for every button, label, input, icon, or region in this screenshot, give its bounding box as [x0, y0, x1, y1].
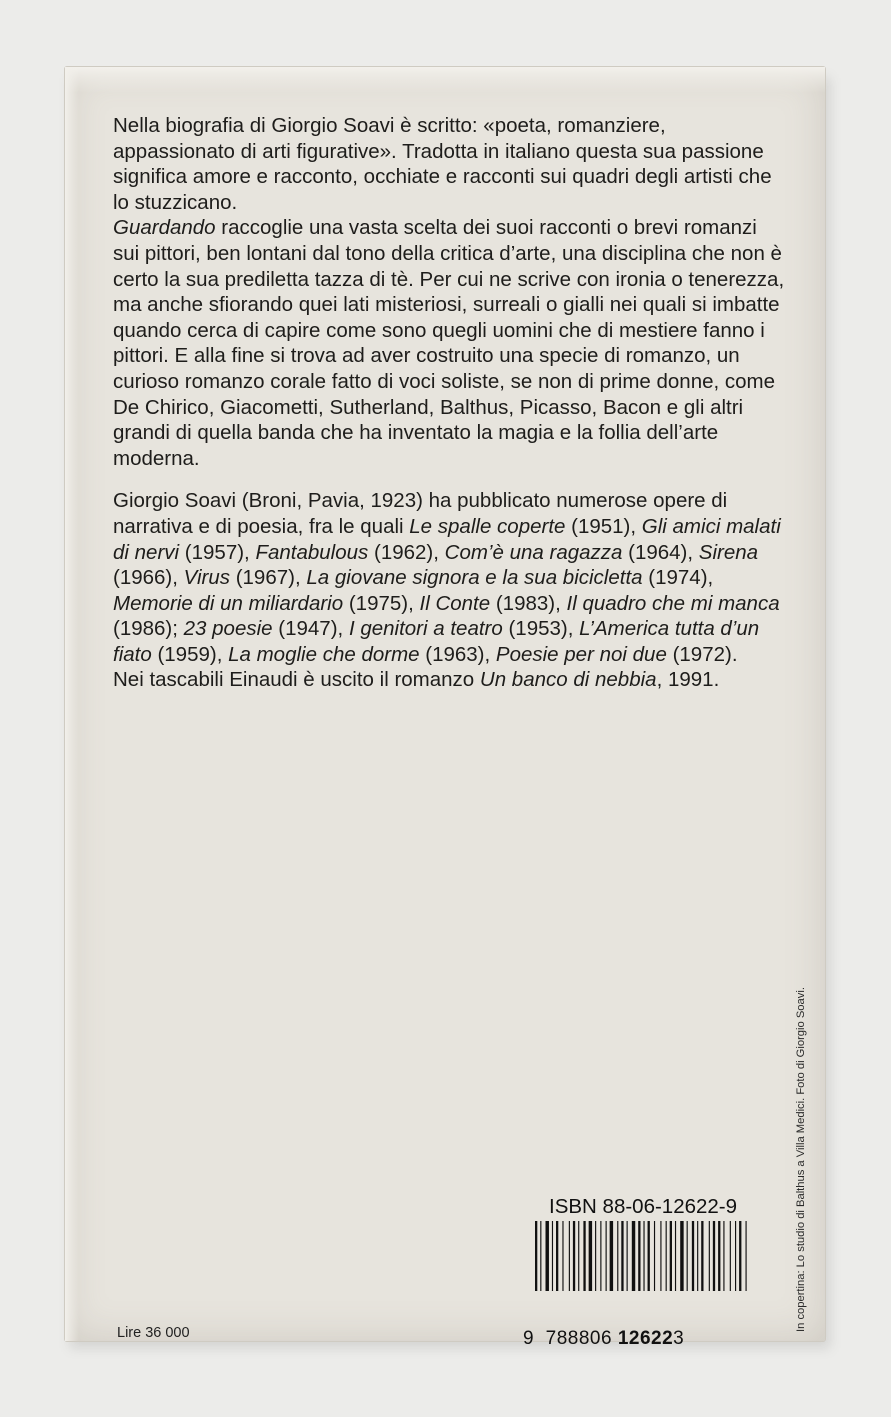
barcode-digit-group: 788806: [545, 1328, 613, 1349]
barcode-bar: [718, 1221, 720, 1291]
work-year: (1947),: [272, 617, 349, 641]
barcode-bar: [606, 1221, 607, 1291]
barcode-bar: [595, 1221, 596, 1291]
barcode-bar: [687, 1221, 688, 1291]
work-title: Le spalle coperte: [409, 514, 566, 538]
barcode-bar: [680, 1221, 683, 1291]
work-title: La moglie che dorme: [228, 642, 420, 666]
work-title: Memorie di un miliardario: [113, 591, 344, 615]
work-year: (1974),: [642, 566, 714, 590]
blurb-p1-sentence-2: raccoglie una vasta scelta dei suoi racconti o brevi romanzi sui pittori, ben lontani dal tono della critica d’arte, una disciplina che non è certo la sua prediletta tazza di tè. Per cui ne scrive con ironia o tenerezza, ma anche sfiorando quei lati misteriosi, surreali o gialli nei quali si imbatte quando cerca di capire come sono quegli uomini che di mestiere fanno i pittori. E alla fine si trova ad aver costruito una specie di romanzo, un curioso romanzo corale fatto di voci soliste, se non di prime donne, come De Chirico, Giacometti, Sutherland, Balthus, Picasso, Bacon e gli altri grandi di quella banda che ha inventato la magia e la follia dell’arte moderna.: [113, 216, 785, 470]
barcode-bar: [660, 1221, 661, 1291]
barcode-bar: [735, 1221, 736, 1291]
work-title: Un banco di nebbia: [479, 668, 657, 692]
barcode-check-digit: 3: [673, 1328, 685, 1349]
work-year: (1951),: [565, 514, 642, 538]
work-title: Il quadro che mi manca: [566, 591, 780, 615]
barcode-bar: [697, 1221, 698, 1291]
barcode-bar: [617, 1221, 618, 1291]
einaudi-note: Nei tascabili Einaudi è uscito il romanzo: [113, 668, 480, 692]
work-title: La giovane signora e la sua bicicletta: [306, 566, 643, 590]
work-year: (1959),: [151, 642, 229, 666]
barcode-bar: [709, 1221, 710, 1291]
work-year: , 1991.: [656, 668, 720, 692]
barcode-bar: [654, 1221, 655, 1291]
barcode-bar: [573, 1221, 575, 1291]
barcode-bar: [723, 1221, 724, 1291]
work-title: Com’è una ragazza: [444, 540, 623, 564]
book-back-cover: [64, 66, 826, 1349]
work-title: Poesie per noi due: [495, 642, 667, 666]
work-year: (1975),: [343, 591, 420, 615]
cover-wear-left: [65, 67, 79, 1341]
barcode-bar: [535, 1221, 537, 1291]
work-year: (1953),: [502, 617, 580, 641]
work-year: (1986);: [113, 617, 184, 641]
work-title: I genitori a teatro: [348, 617, 503, 641]
work-title: 23 poesie: [183, 617, 273, 641]
barcode-bar: [589, 1221, 592, 1291]
work-year: (1964),: [622, 540, 699, 564]
work-title: Il Conte: [419, 591, 491, 615]
isbn-label: ISBN 88-06-12622-9: [549, 1195, 738, 1218]
work-year: (1983),: [490, 591, 567, 615]
barcode-bar: [546, 1221, 549, 1291]
bio-intro: Giorgio Soavi (Broni, Pavia, 1923) ha pubblicato numerose opere di narrativa e di poesia, fra le quali: [113, 489, 728, 538]
barcode-bar: [556, 1221, 558, 1291]
barcode-bar: [643, 1221, 644, 1291]
barcode-bar: [675, 1221, 676, 1291]
barcode-bar: [632, 1221, 635, 1291]
barcode-bar: [713, 1221, 715, 1291]
barcode-bar: [583, 1221, 585, 1291]
barcode-bar: [569, 1221, 570, 1291]
blurb-p1-sentence-1: Nella biografia di Giorgio Soavi è scritto: «poeta, romanziere, appassionato di arti figurative». Tradotta in italiano questa sua passione significa amore e racconto, occhiate e racconti sui quadri degli artisti che lo stuzzicano.: [113, 114, 772, 214]
barcode-bar: [638, 1221, 640, 1291]
barcode-bar: [692, 1221, 694, 1291]
blurb-text: [113, 113, 785, 693]
barcode-bar: [746, 1221, 747, 1291]
work-year: (1957),: [179, 540, 256, 564]
work-title: Sirena: [698, 540, 759, 564]
blurb-paragraph-3: [113, 667, 785, 693]
barcode-bar: [648, 1221, 650, 1291]
barcode-bar: [739, 1221, 741, 1291]
barcode-bar: [562, 1221, 563, 1291]
barcode-digit-group-bold: 12622: [617, 1328, 674, 1349]
work-title: Gli amici malati di nervi: [113, 514, 781, 564]
barcode: [535, 1221, 761, 1291]
work-year: (1966),: [113, 566, 184, 590]
barcode-bar: [621, 1221, 623, 1291]
barcode-digit-prefix: 9: [523, 1328, 535, 1349]
work-title: L’America tutta d’un fiato: [113, 617, 760, 666]
barcode-bar: [578, 1221, 579, 1291]
barcode-bar: [730, 1221, 731, 1291]
work-title: Fantabulous: [255, 540, 369, 564]
cover-credit: In copertina: Lo studio di Balthus a Villa Medici. Foto di Giorgio Soavi.: [795, 987, 807, 1332]
barcode-bar: [600, 1221, 601, 1291]
work-title: Virus: [183, 566, 230, 590]
barcode-digits: [523, 1328, 684, 1350]
blurb-paragraph-1: [113, 113, 785, 471]
work-year: (1967),: [230, 566, 307, 590]
price-label: Lire 36 000: [117, 1325, 190, 1341]
work-year: (1963),: [419, 642, 496, 666]
work-year: (1962),: [368, 540, 445, 564]
barcode-bar: [666, 1221, 667, 1291]
barcode-bar: [670, 1221, 672, 1291]
title-guardando: Guardando: [113, 216, 216, 240]
work-year: (1972).: [666, 642, 738, 666]
barcode-bar: [540, 1221, 541, 1291]
barcode-bar: [552, 1221, 553, 1291]
barcode-bar: [610, 1221, 613, 1291]
blurb-paragraph-2: [113, 488, 785, 667]
barcode-bar: [627, 1221, 628, 1291]
cover-wear-top: [65, 67, 825, 93]
barcode-bar: [701, 1221, 703, 1291]
